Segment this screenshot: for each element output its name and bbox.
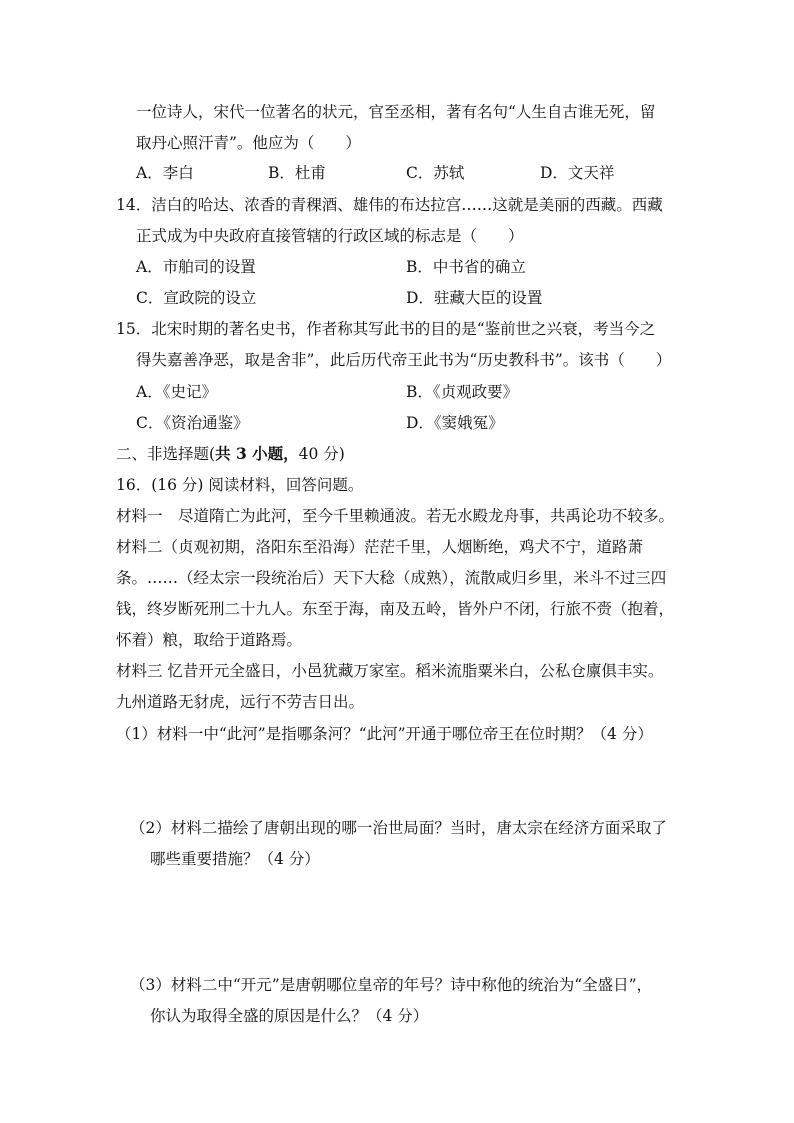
q16-sub-question-1: （1）材料一中“此河”是指哪条河？“此河”开通于哪位帝王在位时期？（4 分）: [116, 725, 653, 743]
q13-option-d: D．文天祥: [540, 164, 615, 182]
section-2-heading: [116, 443, 345, 465]
q16-material-2-line-1: 材料二（贞观初期，洛阳东至沿海）茫茫千里，人烟断绝，鸡犬不宁，道路萧: [116, 538, 644, 556]
q16-sub-question-2-line-2: 哪些重要措施？（4 分）: [150, 850, 320, 868]
q13-option-a: A．李白: [136, 164, 194, 182]
q15-option-d: D．《窦娥冤》: [406, 414, 504, 432]
section-2-suffix: 40 分): [298, 445, 345, 463]
section-2-prefix: 二、非选择题(: [116, 445, 216, 463]
q13-option-c: C．苏轼: [406, 164, 465, 182]
q16-header: 16．(16 分) 阅读材料，回答问题。: [116, 476, 364, 494]
q16-material-1: 材料一 尽道隋亡为此河，至今千里赖通波。若无水殿龙舟事，共禹论功不较多。: [116, 507, 675, 525]
q15-line-1: 15．北宋时期的著名史书，作者称其写此书的目的是“鉴前世之兴衰，考当今之: [116, 320, 656, 338]
q16-material-2-line-4: 怀着）粮，取给于道路焉。: [116, 631, 303, 649]
q15-line-2: 得失嘉善净恶，取是舍非”，此后历代帝王此书为“历史教科书”。该书（ ）: [136, 351, 672, 369]
q13-line-2: 取丹心照汗青”。他应为（ ）: [136, 134, 361, 152]
q16-material-3-line-1: 材料三 忆昔开元全盛日，小邑犹藏万家室。稻米流脂粟米白，公私仓廪俱丰实。: [116, 662, 664, 680]
q14-line-1: 14．洁白的哈达、浓香的青稞酒、雄伟的布达拉宫……这就是美丽的西藏。西藏: [116, 196, 663, 214]
q13-option-b: B．杜甫: [268, 164, 326, 182]
q16-sub-question-2-line-1: （2）材料二描绘了唐朝出现的哪一治世局面？当时，唐太宗在经济方面采取了: [130, 819, 667, 837]
q15-option-b: B．《贞观政要》: [406, 383, 519, 401]
q15-option-c: C．《资治通鉴》: [136, 414, 249, 432]
q13-line-1: 一位诗人，宋代一位著名的状元，官至丞相，著有名句“人生自古谁无死，留: [136, 103, 656, 121]
q14-line-2: 正式成为中央政府直接管辖的行政区域的标志是（ ）: [136, 227, 524, 245]
section-2-bold: 共 3 小题，: [215, 444, 299, 463]
q15-option-a: A．《史记》: [136, 383, 217, 401]
q16-material-2-line-2: 条。……（经太宗一段统治后）天下大稔（成熟），流散咸归乡里，米斗不过三四: [116, 569, 667, 587]
q16-sub-question-3-line-1: （3）材料二中“开元”是唐朝哪位皇帝的年号？诗中称他的统治为“全盛日”，: [130, 976, 653, 994]
q14-option-a: A．市舶司的设置: [136, 258, 256, 276]
q16-material-3-line-2: 九州道路无豺虎，远行不劳吉日出。: [116, 693, 365, 711]
q14-option-d: D．驻藏大臣的设置: [406, 289, 543, 307]
q16-sub-question-3-line-2: 你认为取得全盛的原因是什么？（4 分）: [150, 1007, 429, 1025]
q16-material-2-line-3: 钱，终岁断死刑二十九人。东至于海，南及五岭，皆外户不闭，行旅不赍（抱着，: [116, 600, 675, 618]
q14-option-c: C．宣政院的设立: [136, 289, 257, 307]
q14-option-b: B．中书省的确立: [406, 258, 526, 276]
